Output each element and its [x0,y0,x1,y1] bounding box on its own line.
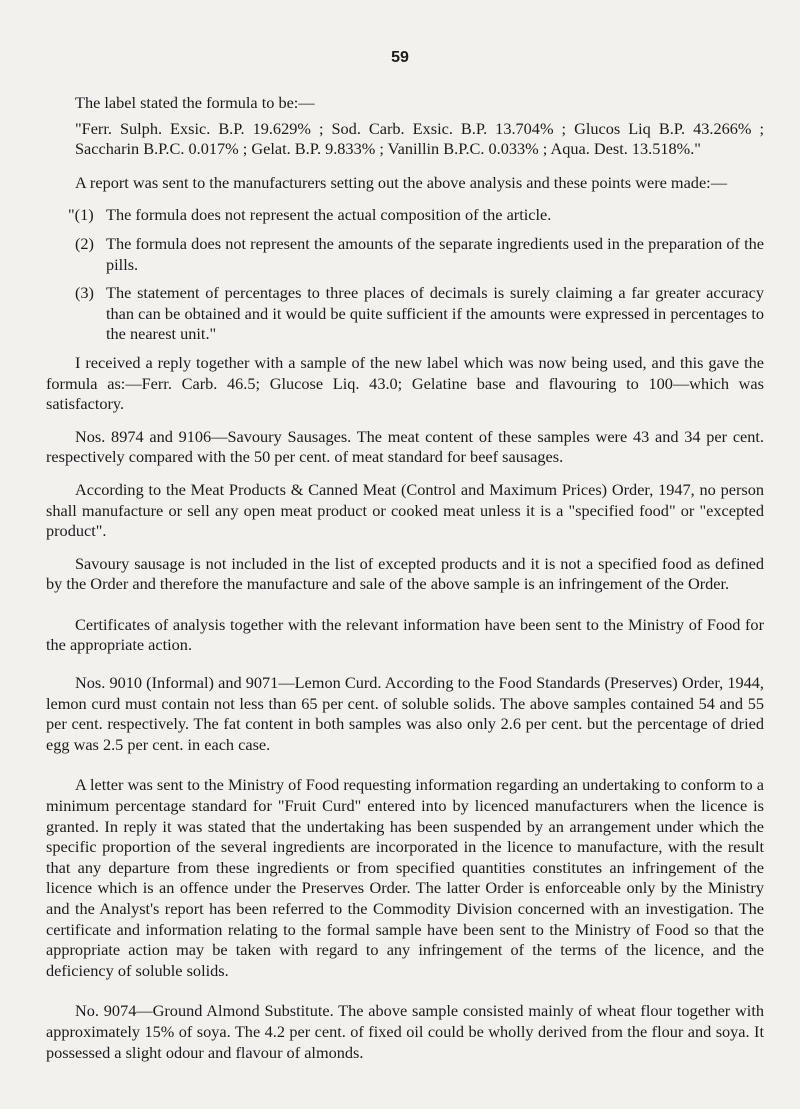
report-intro-paragraph: A report was sent to the manufacturers setting out the above analysis and these points were made:— [75,172,727,192]
point-number: (2) [75,233,94,253]
lemon-curd-paragraph: Nos. 9010 (Informal) and 9071—Lemon Curd. According to the Food Standards (Preserves) Order, 1944, lemon curd must contain not less than 65 per cent. of soluble solids. The above samples contained 54 and 55 per cent. respectively. The fat content in both samples was also only 2.6 per cent. but the percentage of dried egg was 2.5 per cent. in each case. [46,673,764,754]
report-points-list [46,205,764,345]
point-text: The statement of percentages to three places of decimals is surely claiming a far greater accuracy than can be obtained and it would be quite sufficient if the amounts were expressed in percentages to the nearest unit." [106,283,764,344]
label-intro-paragraph: The label stated the formula to be:— [75,93,315,112]
formula-quote: "Ferr. Sulph. Exsic. B.P. 19.629% ; Sod. Carb. Exsic. B.P. 13.704% ; Glucos Liq B.P. 43.266% ; Saccharin B.P.C. 0.017% ; Gelat. B.P. 9.833% ; Vanillin B.P.C. 0.033% ; Aqua. Dest. 13.518%." [75,118,764,159]
point-number: "(1) [68,205,94,225]
reply-paragraph: I received a reply together with a sample of the new label which was now being used, and this gave the formula as:—Ferr. Carb. 46.5; Glucose Liq. 43.0; Gelatine base and flavouring to 100—which was satisfactory. [46,352,764,414]
order-1947-paragraph: According to the Meat Products & Canned Meat (Control and Maximum Prices) Order, 1947, no person shall manufacture or sell any open meat product or cooked meat unless it is a "specified food" or "excepted product". [46,479,764,541]
report-point [75,234,764,275]
page-number: 59 [391,49,409,66]
report-point [68,205,764,226]
point-number: (3) [75,283,94,303]
almond-substitute-paragraph: No. 9074—Ground Almond Substitute. The above sample consisted mainly of wheat flour together with approximately 15% of soya. The 4.2 per cent. of fixed oil could be wholly derived from the flour and soya. It possessed a slight odour and flavour of almonds. [46,1001,764,1062]
certificates-paragraph: Certificates of analysis together with the relevant information have been sent to the Ministry of Food for the appropriate action. [46,614,764,655]
point-text: The formula does not represent the amounts of the separate ingredients used in the preparation of the pills. [106,233,764,274]
report-point [75,283,764,345]
document-body [46,93,764,1063]
sausages-paragraph: Nos. 8974 and 9106—Savoury Sausages. The meat content of these samples were 43 and 34 per cent. respectively compared with the 50 per cent. of meat standard for beef sausages. [46,426,764,467]
point-text: The formula does not represent the actual composition of the article. [106,205,552,225]
ministry-letter-paragraph: A letter was sent to the Ministry of Food requesting information regarding an undertaking to conform to a minimum percentage standard for "Fruit Curd" entered into by licenced manufacturers when the licence is granted. In reply it was stated that the undertaking has been suspended by an arrangement under which the specific proportion of the several ingredients are incorporated in the licence to manufacture, with the result that any departure from these ingredients or from specified quantities constitutes an infringement of the licence which is an offence under the Preserves Order. The latter Order is enforceable only by the Ministry and the Analyst's report has been referred to the Commodity Division concerned with an investigation. The certificate and information relating to the formal sample have been sent to the Ministry of Food so that the appropriate action may be taken with regard to any infringement of the terms of the licence, and the deficiency of soluble solids. [46,775,764,980]
savoury-sausage-paragraph: Savoury sausage is not included in the list of excepted products and it is not a specified food as defined by the Order and therefore the manufacture and sale of the above sample is an infringement of the Order. [46,553,764,594]
